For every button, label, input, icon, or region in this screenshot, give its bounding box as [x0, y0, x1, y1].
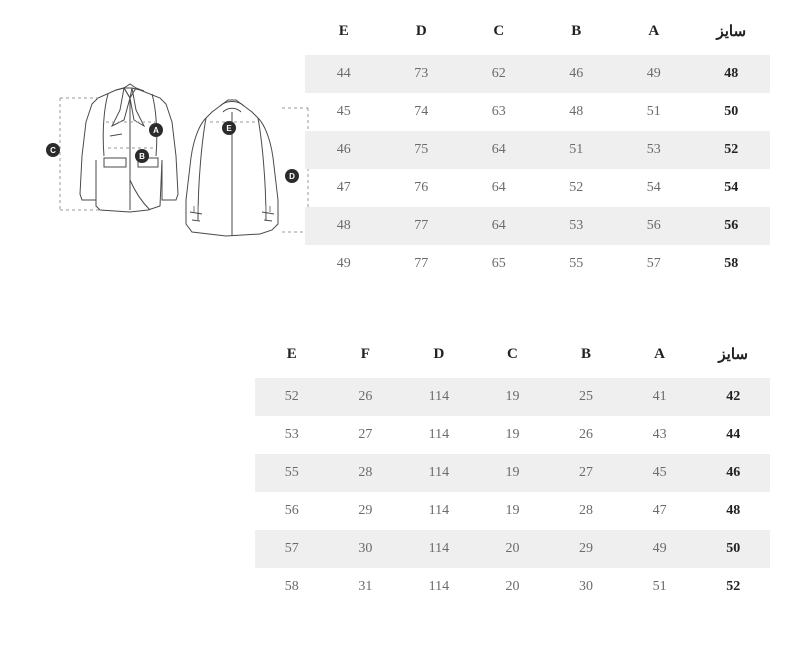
col-header-d: D	[383, 14, 461, 55]
cell-e: 56	[284, 503, 299, 518]
cell-size: 48	[726, 503, 741, 518]
col-header-c: C	[476, 337, 550, 378]
marker-a	[149, 123, 163, 137]
cell-size: 44	[726, 427, 741, 442]
cell-b: 25	[549, 378, 623, 416]
cell-d: 114	[402, 530, 476, 568]
col-header-size: سایز	[693, 14, 771, 55]
cell-a: 57	[646, 256, 661, 271]
cell-a: 51	[646, 104, 661, 119]
col-header-d: D	[402, 337, 476, 378]
col-header-f: F	[329, 337, 403, 378]
table-row	[305, 55, 770, 93]
table-row	[305, 93, 770, 131]
cell-c: 64	[460, 131, 538, 169]
cell-a: 49	[615, 55, 693, 93]
cell-b: 30	[579, 579, 594, 594]
cell-a: 47	[652, 503, 667, 518]
cell-d: 77	[414, 256, 429, 271]
cell-e: 45	[336, 104, 351, 119]
cell-b: 55	[569, 256, 584, 271]
cell-e: 55	[255, 454, 329, 492]
cell-size: 58	[724, 256, 739, 271]
cell-a: 45	[623, 454, 697, 492]
cell-c: 19	[476, 454, 550, 492]
cell-a: 53	[615, 131, 693, 169]
cell-c: 65	[491, 256, 506, 271]
cell-e: 48	[305, 207, 383, 245]
cell-d: 114	[402, 378, 476, 416]
cell-d: 114	[402, 454, 476, 492]
cell-c: 19	[476, 378, 550, 416]
cell-b: 29	[549, 530, 623, 568]
cell-b: 27	[549, 454, 623, 492]
cell-b: 28	[579, 503, 594, 518]
table-row	[255, 492, 770, 530]
marker-d-label: D	[289, 172, 295, 181]
cell-size: 54	[724, 180, 739, 195]
jacket-size-table	[305, 14, 770, 283]
cell-d: 77	[383, 207, 461, 245]
col-header-c: C	[460, 14, 538, 55]
cell-c: 64	[491, 180, 506, 195]
cell-e: 52	[255, 378, 329, 416]
cell-c: 64	[460, 207, 538, 245]
marker-d	[285, 169, 299, 183]
jacket-illustration	[20, 60, 310, 280]
cell-b: 53	[538, 207, 616, 245]
cell-b: 48	[569, 104, 584, 119]
cell-size: 48	[693, 55, 771, 93]
cell-f: 26	[329, 378, 403, 416]
jacket-illustration-svg	[20, 60, 310, 280]
cell-c: 63	[491, 104, 506, 119]
marker-b	[135, 149, 149, 163]
cell-d: 74	[414, 104, 429, 119]
cell-e: 46	[305, 131, 383, 169]
marker-e	[222, 121, 236, 135]
cell-a: 41	[623, 378, 697, 416]
cell-f: 27	[358, 427, 373, 442]
cell-c: 20	[476, 530, 550, 568]
cell-b: 52	[569, 180, 584, 195]
cell-a: 54	[646, 180, 661, 195]
cell-a: 43	[652, 427, 667, 442]
cell-size: 50	[696, 530, 770, 568]
table-row	[255, 416, 770, 454]
cell-a: 56	[615, 207, 693, 245]
cell-e: 57	[255, 530, 329, 568]
cell-e: 49	[336, 256, 351, 271]
cell-e: 53	[284, 427, 299, 442]
table-row	[305, 169, 770, 207]
col-header-a: A	[623, 337, 697, 378]
table-header-row	[305, 14, 770, 55]
cell-d: 114	[428, 503, 450, 518]
table-row	[305, 207, 770, 245]
table-row	[255, 530, 770, 568]
cell-size: 46	[696, 454, 770, 492]
cell-f: 28	[329, 454, 403, 492]
cell-size: 42	[696, 378, 770, 416]
table-header-row	[255, 337, 770, 378]
cell-size: 56	[693, 207, 771, 245]
table-row	[255, 568, 770, 606]
col-header-size: سایز	[696, 337, 770, 378]
table-row	[255, 378, 770, 416]
cell-size: 52	[726, 579, 741, 594]
marker-c	[46, 143, 60, 157]
cell-c: 19	[505, 427, 520, 442]
trouser-size-table	[255, 337, 770, 606]
col-header-a: A	[615, 14, 693, 55]
marker-c-label: C	[50, 146, 56, 155]
cell-e: 58	[284, 579, 299, 594]
cell-f: 29	[358, 503, 373, 518]
cell-size: 52	[693, 131, 771, 169]
cell-b: 46	[538, 55, 616, 93]
cell-c: 62	[460, 55, 538, 93]
cell-size: 50	[724, 104, 739, 119]
cell-f: 30	[329, 530, 403, 568]
cell-d: 114	[428, 427, 450, 442]
cell-e: 44	[305, 55, 383, 93]
col-header-b: B	[549, 337, 623, 378]
marker-e-label: E	[226, 124, 232, 133]
marker-b-label: B	[139, 152, 145, 161]
cell-a: 51	[652, 579, 667, 594]
col-header-b: B	[538, 14, 616, 55]
cell-f: 31	[358, 579, 373, 594]
table-row	[305, 245, 770, 283]
cell-d: 76	[414, 180, 429, 195]
cell-d: 75	[383, 131, 461, 169]
cell-c: 20	[505, 579, 520, 594]
cell-c: 19	[505, 503, 520, 518]
cell-d: 114	[428, 579, 450, 594]
marker-a-label: A	[153, 126, 159, 135]
cell-e: 47	[336, 180, 351, 195]
cell-b: 26	[579, 427, 594, 442]
cell-d: 73	[383, 55, 461, 93]
cell-a: 49	[623, 530, 697, 568]
table-row	[305, 131, 770, 169]
cell-b: 51	[538, 131, 616, 169]
table-row	[255, 454, 770, 492]
col-header-e: E	[305, 14, 383, 55]
col-header-e: E	[255, 337, 329, 378]
